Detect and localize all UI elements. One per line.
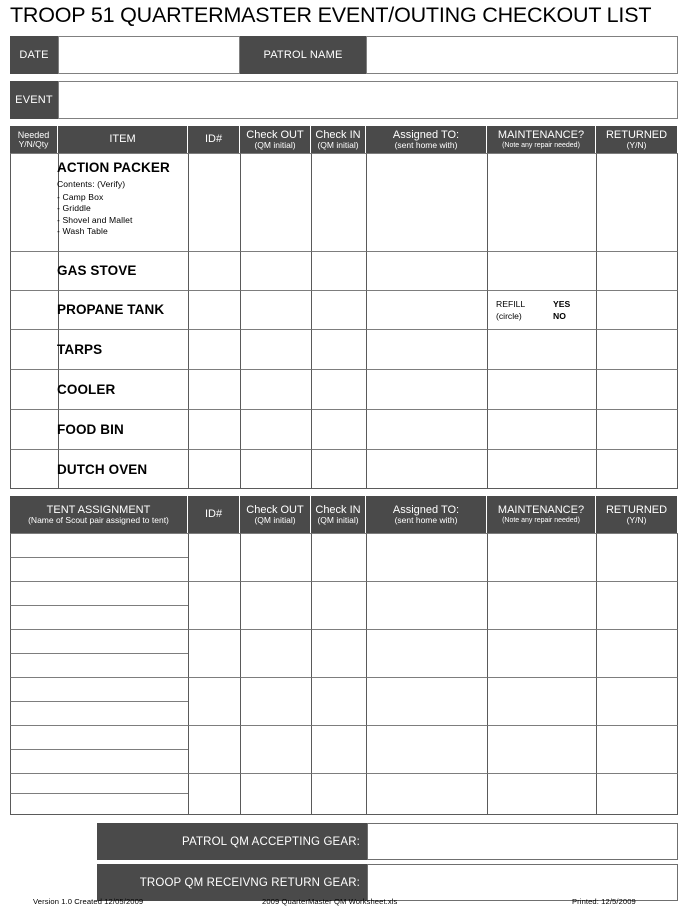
tent-cell-returned[interactable] — [596, 773, 678, 815]
column-header-check-in-line1: Check IN — [315, 128, 361, 141]
tent-cell-check-out[interactable] — [240, 581, 311, 629]
table-cell-maintenance-refill[interactable] — [487, 290, 596, 329]
column-header-tent-returned-line2: (Y/N) — [626, 514, 647, 525]
tent-cell-check-in[interactable] — [311, 581, 366, 629]
column-header-tent-returned-line1: RETURNED — [605, 503, 668, 516]
item-label-gas-stove: GAS STOVE — [57, 263, 137, 278]
tent-cell-maintenance[interactable] — [487, 533, 596, 581]
item-label-tarps: TARPS — [57, 342, 103, 357]
table-cell-assigned-to[interactable] — [366, 449, 487, 489]
table-cell-returned[interactable] — [596, 329, 678, 369]
tent-cell-check-out[interactable] — [240, 773, 311, 815]
tent-scout-2-input[interactable] — [10, 557, 188, 581]
column-header-tent-assignment — [10, 496, 188, 533]
refill-label: REFILL — [496, 299, 526, 309]
table-cell-maintenance[interactable] — [487, 449, 596, 489]
table-cell-check-in[interactable] — [311, 449, 366, 489]
column-header-tent-maintenance — [487, 496, 596, 533]
table-cell-id[interactable] — [188, 409, 240, 449]
tent-cell-id[interactable] — [188, 773, 240, 815]
tent-cell-check-in[interactable] — [311, 725, 366, 773]
column-header-maintenance — [487, 126, 596, 153]
troop-qm-receiving-return-gear-label: TROOP QM RECEIVNG RETURN GEAR: — [97, 864, 367, 901]
column-header-tent-check-out-line2: (QM initial) — [254, 514, 296, 525]
table-cell-assigned-to[interactable] — [366, 409, 487, 449]
item-contents-line: - Shovel and Mallet — [57, 215, 133, 225]
tent-cell-check-out[interactable] — [240, 533, 311, 581]
column-header-item-line1: ITEM — [109, 133, 136, 146]
date-input[interactable] — [58, 36, 240, 74]
column-header-tent-id — [188, 496, 240, 533]
tent-cell-assigned-to[interactable] — [366, 677, 487, 725]
column-header-check-out-line1: Check OUT — [246, 128, 304, 141]
table-cell-needed[interactable] — [10, 153, 58, 251]
table-cell-check-in[interactable] — [311, 251, 366, 290]
column-header-tent-assignment-line1: TENT ASSIGNMENT — [46, 503, 151, 516]
item-label-food-bin: FOOD BIN — [57, 422, 124, 437]
table-cell-check-out[interactable] — [240, 369, 311, 409]
table-cell-id[interactable] — [188, 251, 240, 290]
tent-cell-id[interactable] — [188, 581, 240, 629]
footer-filename: 2009 QuarterMaster QM Worksheet.xls — [262, 897, 398, 906]
item-contents-line: - Wash Table — [57, 226, 108, 236]
table-cell-assigned-to[interactable] — [366, 369, 487, 409]
tent-cell-returned[interactable] — [596, 533, 678, 581]
tent-scout-1-input[interactable] — [10, 629, 188, 653]
table-cell-maintenance[interactable] — [487, 409, 596, 449]
tent-cell-check-out[interactable] — [240, 725, 311, 773]
table-cell-id[interactable] — [188, 369, 240, 409]
column-header-assigned-to-line1: Assigned TO: — [392, 128, 460, 141]
table-cell-needed[interactable] — [10, 369, 58, 409]
column-header-tent-check-in — [311, 496, 366, 533]
table-cell-check-out[interactable] — [240, 251, 311, 290]
table-cell-needed[interactable] — [10, 449, 58, 489]
table-cell-needed[interactable] — [10, 290, 58, 329]
item-label-propane-tank: PROPANE TANK — [57, 302, 165, 317]
table-cell-id[interactable] — [188, 329, 240, 369]
column-header-returned-line2: (Y/N) — [626, 139, 647, 150]
column-header-tent-assigned-to-line2: (sent home with) — [394, 514, 458, 525]
column-header-tent-maintenance-line2: (Note any repair needed) — [502, 516, 580, 524]
table-cell-assigned-to[interactable] — [366, 290, 487, 329]
table-cell-needed[interactable] — [10, 251, 58, 290]
table-cell-assigned-to[interactable] — [366, 251, 487, 290]
tent-cell-maintenance[interactable] — [487, 629, 596, 677]
column-header-needed-line2: Y/N/Qty — [18, 138, 49, 149]
table-cell-check-in[interactable] — [311, 329, 366, 369]
table-cell-returned[interactable] — [596, 153, 678, 251]
column-header-tent-returned — [596, 496, 678, 533]
column-header-id-line1: ID# — [204, 133, 223, 146]
date-label: DATE — [10, 36, 58, 74]
table-cell-maintenance[interactable] — [487, 251, 596, 290]
item-label-action-packer: ACTION PACKER — [57, 160, 170, 175]
tent-scout-2-input[interactable] — [10, 605, 188, 629]
table-cell-needed[interactable] — [10, 329, 58, 369]
tent-cell-check-in[interactable] — [311, 677, 366, 725]
refill-option-no[interactable]: NO — [553, 311, 566, 321]
item-label-dutch-oven: DUTCH OVEN — [57, 462, 148, 477]
table-cell-maintenance[interactable] — [487, 153, 596, 251]
column-header-assigned-to — [366, 126, 487, 153]
table-cell-id[interactable] — [188, 290, 240, 329]
column-header-tent-assigned-to-line1: Assigned TO: — [392, 503, 460, 516]
table-cell-returned[interactable] — [596, 449, 678, 489]
column-header-tent-maintenance-line1: MAINTENANCE? — [497, 504, 585, 517]
tent-scout-2-input[interactable] — [10, 653, 188, 677]
footer-version: Version 1.0 Created 12/05/2009 — [33, 897, 144, 906]
table-cell-check-out[interactable] — [240, 153, 311, 251]
table-cell-assigned-to[interactable] — [366, 329, 487, 369]
patrol-name-input[interactable] — [366, 36, 678, 74]
column-header-returned — [596, 126, 678, 153]
column-header-check-out-line2: (QM initial) — [254, 139, 296, 150]
tent-cell-maintenance[interactable] — [487, 725, 596, 773]
patrol-qm-accepting-gear-label: PATROL QM ACCEPTING GEAR: — [97, 823, 367, 860]
column-header-tent-check-out-line1: Check OUT — [246, 503, 304, 516]
tent-scout-1-input[interactable] — [10, 581, 188, 605]
table-cell-check-out[interactable] — [240, 290, 311, 329]
table-cell-returned[interactable] — [596, 409, 678, 449]
table-cell-returned[interactable] — [596, 369, 678, 409]
tent-scout-1-input[interactable] — [10, 773, 188, 793]
troop-qm-receiving-return-gear-input[interactable] — [367, 864, 678, 901]
column-header-assigned-to-line2: (sent home with) — [394, 139, 458, 150]
table-cell-check-out[interactable] — [240, 409, 311, 449]
page-title: TROOP 51 QUARTERMASTER EVENT/OUTING CHECKOUT LIST — [10, 3, 652, 27]
tent-cell-returned[interactable] — [596, 677, 678, 725]
column-header-tent-check-in-line1: Check IN — [315, 503, 361, 516]
tent-cell-check-in[interactable] — [311, 533, 366, 581]
column-header-tent-assignment-line2: (Name of Scout pair assigned to tent) — [28, 514, 169, 525]
column-header-tent-check-in-line2: (QM initial) — [317, 514, 359, 525]
column-header-tent-assigned-to — [366, 496, 487, 533]
patrol-name-label: PATROL NAME — [240, 36, 366, 74]
tent-cell-assigned-to[interactable] — [366, 533, 487, 581]
table-cell-check-in[interactable] — [311, 290, 366, 329]
table-cell-check-out[interactable] — [240, 329, 311, 369]
table-cell-id[interactable] — [188, 449, 240, 489]
table-cell-id[interactable] — [188, 153, 240, 251]
tent-scout-1-input[interactable] — [10, 677, 188, 701]
tent-cell-assigned-to[interactable] — [366, 629, 487, 677]
table-cell-check-out[interactable] — [240, 449, 311, 489]
table-cell-needed[interactable] — [10, 409, 58, 449]
tent-cell-maintenance[interactable] — [487, 581, 596, 629]
table-cell-maintenance[interactable] — [487, 369, 596, 409]
tent-scout-2-input[interactable] — [10, 793, 188, 815]
table-cell-check-in[interactable] — [311, 153, 366, 251]
tent-cell-returned[interactable] — [596, 629, 678, 677]
column-header-check-in-line2: (QM initial) — [317, 139, 359, 150]
tent-cell-check-in[interactable] — [311, 629, 366, 677]
tent-cell-check-out[interactable] — [240, 677, 311, 725]
tent-scout-1-input[interactable] — [10, 533, 188, 557]
item-contents-heading: Contents: (Verify) — [57, 179, 126, 189]
column-header-maintenance-line2: (Note any repair needed) — [502, 141, 580, 149]
item-contents-line: - Camp Box — [57, 192, 104, 202]
column-header-needed — [10, 126, 58, 153]
column-header-id — [188, 126, 240, 153]
item-label-cooler: COOLER — [57, 382, 116, 397]
tent-scout-2-input[interactable] — [10, 701, 188, 725]
tent-cell-check-out[interactable] — [240, 629, 311, 677]
tent-cell-id[interactable] — [188, 677, 240, 725]
tent-cell-assigned-to[interactable] — [366, 581, 487, 629]
tent-cell-id[interactable] — [188, 533, 240, 581]
refill-sublabel: (circle) — [496, 311, 522, 321]
refill-option-yes[interactable]: YES — [553, 299, 571, 309]
tent-cell-check-in[interactable] — [311, 773, 366, 815]
tent-scout-1-input[interactable] — [10, 725, 188, 749]
event-label: EVENT — [10, 81, 58, 119]
table-cell-returned[interactable] — [596, 251, 678, 290]
column-header-maintenance-line1: MAINTENANCE? — [497, 129, 585, 142]
table-cell-returned[interactable] — [596, 290, 678, 329]
column-header-tent-id-line1: ID# — [204, 508, 223, 521]
tent-cell-returned[interactable] — [596, 725, 678, 773]
column-header-needed-line1: Needed — [17, 129, 50, 140]
tent-scout-2-input[interactable] — [10, 749, 188, 773]
column-header-check-in — [311, 126, 366, 153]
tent-cell-maintenance[interactable] — [487, 677, 596, 725]
table-cell-maintenance[interactable] — [487, 329, 596, 369]
table-cell-assigned-to[interactable] — [366, 153, 487, 251]
column-header-check-out — [240, 126, 311, 153]
item-contents-line: - Griddle — [57, 203, 91, 213]
event-input[interactable] — [58, 81, 678, 119]
tent-cell-assigned-to[interactable] — [366, 725, 487, 773]
column-header-item — [58, 126, 188, 153]
table-cell-check-in[interactable] — [311, 409, 366, 449]
column-header-tent-check-out — [240, 496, 311, 533]
patrol-qm-accepting-gear-input[interactable] — [367, 823, 678, 860]
tent-cell-maintenance[interactable] — [487, 773, 596, 815]
tent-cell-id[interactable] — [188, 725, 240, 773]
table-cell-check-in[interactable] — [311, 369, 366, 409]
column-header-returned-line1: RETURNED — [605, 128, 668, 141]
footer-printed: Printed: 12/5/2009 — [572, 897, 636, 906]
tent-cell-id[interactable] — [188, 629, 240, 677]
tent-cell-assigned-to[interactable] — [366, 773, 487, 815]
tent-cell-returned[interactable] — [596, 581, 678, 629]
